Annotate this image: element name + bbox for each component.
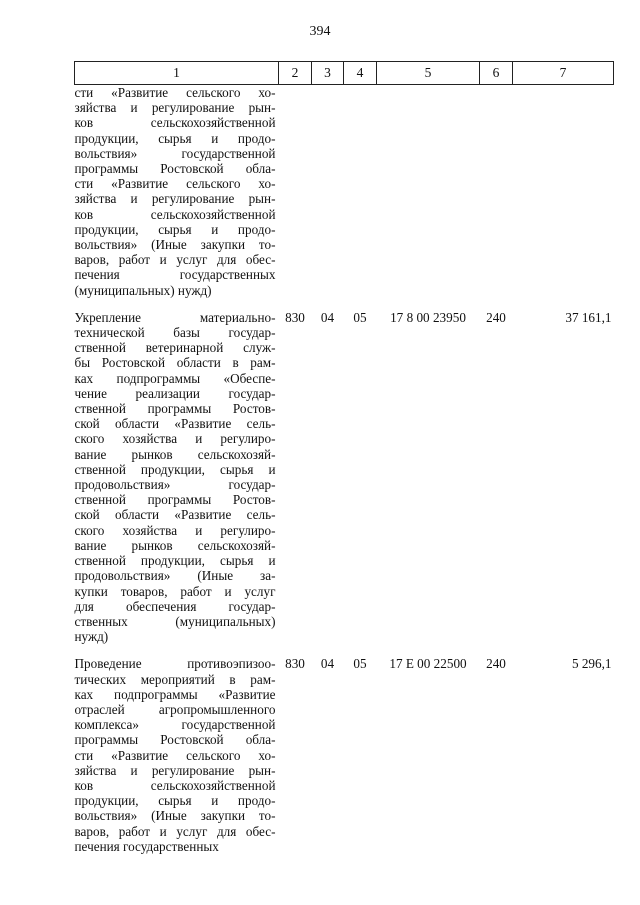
description-line: ков сельскохозяйственной: [74, 777, 276, 793]
description-line: (муниципальных) нужд): [74, 282, 212, 298]
header-col-1: 1: [75, 62, 279, 85]
description-line: ственных (муниципальных): [74, 613, 276, 629]
description-line: тических мероприятий в рам-: [74, 671, 276, 687]
header-col-3: 3: [312, 62, 344, 85]
description-line: ков сельскохозяйственной: [74, 115, 276, 131]
description-line: печения государственных: [74, 838, 219, 854]
header-col-5: 5: [377, 62, 480, 85]
description-line: ского хозяйства и регулиро-: [74, 431, 276, 447]
description-line: ственной продукции, сырья и: [74, 461, 276, 477]
row-description: [75, 656, 279, 854]
description-line: отраслей агропромышленного: [74, 701, 276, 717]
table-body: [75, 85, 614, 854]
description-line: ской области «Развитие сель-: [74, 416, 276, 432]
row-target-code: 17 Е 00 22500: [389, 656, 467, 672]
description-line: сти «Развитие сельского хо-: [74, 747, 276, 763]
description-line: программы Ростовской обла-: [74, 732, 276, 748]
header-row: [75, 62, 614, 85]
row-target-code: [377, 85, 480, 310]
description-line: вольствия» (Иные закупки то-: [74, 808, 276, 824]
description-line: программы Ростовской обла-: [74, 161, 276, 177]
row-ministry-code: [279, 85, 312, 310]
row-section-code: 04: [320, 309, 335, 325]
description-line: продовольствия» государ-: [74, 477, 276, 493]
page-number: 394: [309, 24, 331, 39]
description-line: варов, работ и услуг для обес-: [74, 823, 276, 839]
header-col-6: 6: [480, 62, 513, 85]
description-line: ках подпрограммы «Обеспе-: [74, 370, 276, 386]
header-col-4: 4: [344, 62, 377, 85]
table-row: [75, 656, 614, 854]
description-line: зяйства и регулирование рын-: [74, 191, 276, 207]
description-line: ственной продукции, сырья и: [74, 553, 276, 569]
description-line: ственной программы Ростов-: [74, 401, 276, 417]
row-ministry-code: 830: [285, 656, 305, 672]
row-section-code: [312, 85, 344, 310]
row-amount: 5 296,1: [571, 656, 612, 672]
description-line: вольствия» государственной: [74, 145, 276, 161]
row-expense-type: 240: [486, 309, 506, 325]
description-line: продукции, сырья и продо-: [74, 793, 276, 809]
description-line: вольствия» (Иные закупки то-: [74, 237, 276, 253]
table-row: [75, 85, 614, 310]
description-line: для обеспечения государ-: [74, 598, 276, 614]
row-section-code: 04: [320, 656, 335, 672]
description-line: вание рынков сельскохозяй-: [74, 446, 276, 462]
description-line: технической базы государ-: [74, 325, 276, 341]
description-line: ственной ветеринарной служ-: [74, 340, 276, 356]
header-col-2: 2: [279, 62, 312, 85]
description-line: продукции, сырья и продо-: [74, 221, 276, 237]
description-line: ственной программы Ростов-: [74, 492, 276, 508]
description-line: комплекса» государственной: [74, 717, 276, 733]
row-description: [75, 85, 279, 310]
description-line: сти «Развитие сельского хо-: [74, 85, 276, 100]
row-amount: 37 161,1: [565, 309, 612, 325]
description-line: печения государственных: [74, 267, 276, 283]
row-ministry-code: 830: [285, 309, 305, 325]
description-line: продукции, сырья и продо-: [74, 130, 276, 146]
row-description: [75, 310, 279, 656]
description-line: зяйства и регулирование рын-: [74, 762, 276, 778]
table-header: [75, 62, 614, 85]
description-line: продовольствия» (Иные за-: [74, 568, 276, 584]
description-line: ков сельскохозяйственной: [74, 206, 276, 222]
table-row: [75, 310, 614, 656]
description-line: зяйства и регулирование рын-: [74, 100, 276, 116]
description-line: вание рынков сельскохозяй-: [74, 537, 276, 553]
description-line: бы Ростовской области в рам-: [74, 355, 276, 371]
row-subsection-code: 05: [353, 656, 367, 672]
description-line: варов, работ и услуг для обес-: [74, 252, 276, 268]
description-line: Проведение противоэпизоо-: [74, 656, 276, 672]
header-col-7: 7: [513, 62, 614, 85]
row-target-code: 17 8 00 23950: [390, 309, 466, 325]
row-subsection-code: [344, 85, 377, 310]
row-amount: [513, 85, 614, 310]
description-line: ского хозяйства и регулиро-: [74, 522, 276, 538]
description-line: сти «Развитие сельского хо-: [74, 176, 276, 192]
row-subsection-code: 05: [353, 309, 367, 325]
budget-table: [74, 61, 614, 854]
description-line: купки товаров, работ и услуг: [74, 583, 276, 599]
description-line: Укрепление материально-: [74, 309, 276, 325]
description-line: нужд): [74, 629, 109, 645]
description-line: ках подпрограммы «Развитие: [74, 686, 276, 702]
row-expense-type: 240: [486, 656, 506, 672]
description-line: чение реализации государ-: [74, 385, 276, 401]
row-expense-type: [480, 85, 513, 310]
description-line: ской области «Развитие сель-: [74, 507, 276, 523]
